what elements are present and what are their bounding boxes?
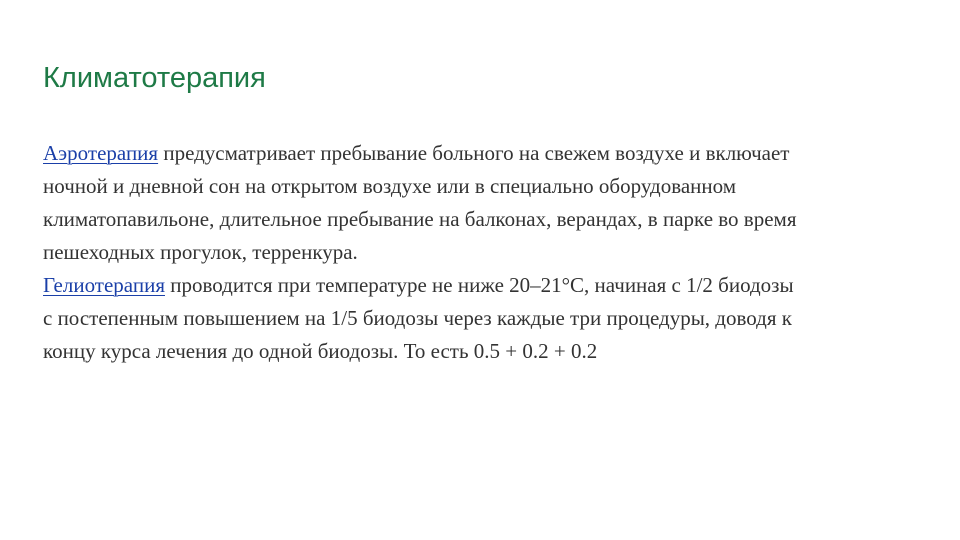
body-line: ночной и дневной сон на открытом воздухе или в специально оборудованном	[43, 174, 737, 198]
slide-title: Климатотерапия	[43, 62, 266, 94]
body-line: климатопавильоне, длительное пребывание на балконах, верандах, в парке во время	[43, 207, 797, 231]
body-line	[43, 137, 923, 170]
text-segment: проводится при температуре не ниже 20–21°С, начиная с 1/2 биодозы	[164, 273, 794, 297]
body-line: пешеходных прогулок, терренкура.	[43, 240, 358, 264]
text-segment: предусматривает пребывание больного на свежем воздухе и включает	[158, 141, 790, 165]
body-line	[43, 269, 923, 302]
body-line: концу курса лечения до одной биодозы. То есть 0.5 + 0.2 + 0.2	[43, 339, 598, 363]
link-aerotherapy[interactable]: Аэротерапия	[43, 141, 159, 165]
link-heliotherapy[interactable]: Гелиотерапия	[43, 273, 165, 297]
slide-body	[43, 137, 923, 368]
body-line: с постепенным повышением на 1/5 биодозы через каждые три процедуры, доводя к	[43, 306, 792, 330]
